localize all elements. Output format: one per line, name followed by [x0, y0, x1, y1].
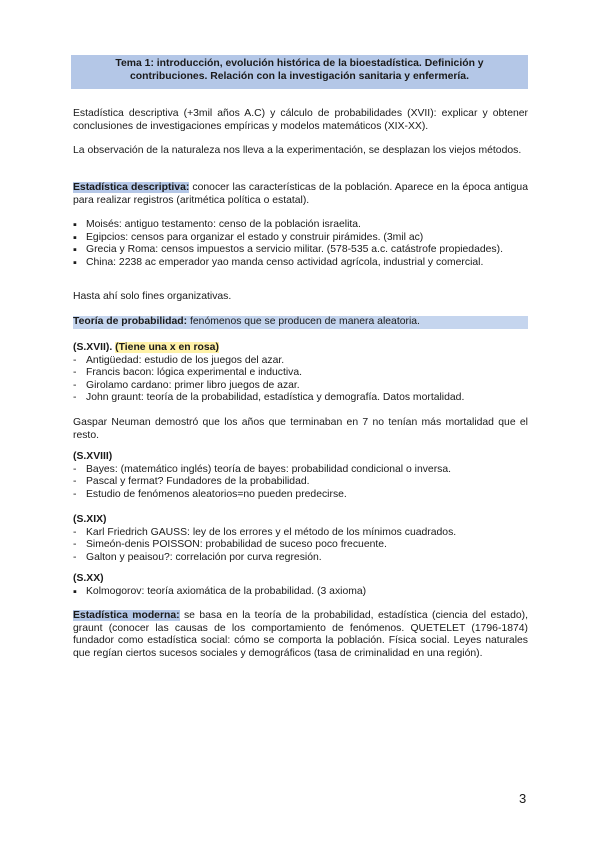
list-item: - Pascal y fermat? Fundadores de la probabilidad. — [73, 476, 528, 489]
s17-heading: (S.XVII). — [73, 342, 113, 353]
list-item: - Simeón-denis POISSON: probabilidad de suceso poco frecuente. — [73, 539, 528, 552]
list-item: - John graunt: teoría de la probabilidad, estadística y demografía. Datos mortalidad. — [73, 392, 528, 405]
title-line-2: contribuciones. Relación con la investigación sanitaria y enfermería. — [130, 71, 469, 82]
probabilidad-paragraph — [73, 316, 528, 329]
list-item: - Estudio de fenómenos aleatorios=no pueden predecirse. — [73, 489, 528, 502]
s19-list — [73, 527, 528, 565]
intro-paragraph-1: Estadística descriptiva (+3mil años A.C) y cálculo de probabilidades (XVII): explicar y obtener conclusiones de investigaciones empíricas y modelos matemáticos (XIX-XX). — [73, 108, 528, 132]
descriptiva-label: Estadística descriptiva: — [73, 182, 190, 193]
list-item: ▪ Kolmogorov: teoría axiomática de la probabilidad. (3 axioma) — [73, 586, 528, 599]
probabilidad-text: fenómenos que se producen de manera aleatoria. — [187, 316, 420, 327]
moderna-paragraph — [73, 610, 528, 660]
s17-heading-line — [73, 342, 528, 355]
list-item: ▪ Grecia y Roma: censos impuestos a servicio militar. (578-535 a.c. catástrofe propiedades). — [73, 244, 528, 257]
list-item: ▪ Moisés: antiguo testamento: censo de la población israelita. — [73, 219, 528, 232]
moderna-label: Estadística moderna: — [73, 610, 180, 621]
s17-note: Gaspar Neuman demostró que los años que terminaban en 7 no tenían más mortalidad que el resto. — [73, 416, 528, 441]
s18-heading: (S.XVIII) — [73, 451, 113, 462]
descriptiva-paragraph — [73, 182, 528, 207]
descriptiva-section — [73, 182, 528, 270]
s18-list — [73, 464, 528, 502]
moderna-text: se basa en la teoría de la probabilidad, estadística (ciencia del estado), graunt (conocer las causas de los comportamiento de fenómenos. QUETELET (1796-1874) fundador como estadística social: cómo se comporta la población. Física social. Leyes naturales que regían ciertos sucesos sociales y demográficos (tasa de criminalidad en una región). — [73, 610, 528, 659]
s19-heading: (S.XIX) — [73, 514, 107, 525]
s20-section — [73, 573, 528, 598]
list-item: - Karl Friedrich GAUSS: ley de los errores y el método de los mínimos cuadrados. — [73, 527, 528, 540]
list-item: ▪ Egipcios: censos para organizar el estado y construir pirámides. (3mil ac) — [73, 232, 528, 245]
list-item: - Girolamo cardano: primer libro juegos de azar. — [73, 380, 528, 393]
descriptiva-text: conocer las características de la población. Aparece en la época antigua para realizar registros (aritmética política o estatal). — [73, 182, 528, 206]
intro-paragraph-2: La observación de la naturaleza nos lleva a la experimentación, se desplazan los viejos métodos. — [73, 145, 522, 156]
list-item: - Bayes: (matemático inglés) teoría de bayes: probabilidad condicional o inversa. — [73, 464, 528, 477]
list-item: - Francis bacon: lógica experimental e inductiva. — [73, 367, 528, 380]
s20-list — [73, 586, 528, 599]
s17-tag: (Tiene una x en rosa) — [115, 342, 219, 353]
list-item: ▪ China: 2238 ac emperador yao manda censo actividad agrícola, industrial y comercial. — [73, 257, 528, 270]
title-box — [71, 55, 528, 89]
moderna-section — [73, 610, 528, 660]
descriptiva-list — [73, 219, 528, 269]
probabilidad-section — [73, 316, 528, 329]
list-item: - Galton y peaisou?: correlación por curva regresión. — [73, 552, 528, 565]
s17-list — [73, 355, 528, 405]
title-line-1: Tema 1: introducción, evolución histórica de la bioestadística. Definición y — [115, 58, 484, 69]
s20-heading: (S.XX) — [73, 573, 104, 584]
probabilidad-label: Teoría de probabilidad: — [73, 316, 188, 327]
descriptiva-note: Hasta ahí solo fines organizativas. — [73, 291, 232, 302]
s19-section — [73, 514, 528, 564]
s18-section — [73, 451, 528, 501]
list-item: - Antigüedad: estudio de los juegos del azar. — [73, 355, 528, 368]
page-number: 3 — [519, 791, 527, 806]
s17-section — [73, 342, 528, 442]
